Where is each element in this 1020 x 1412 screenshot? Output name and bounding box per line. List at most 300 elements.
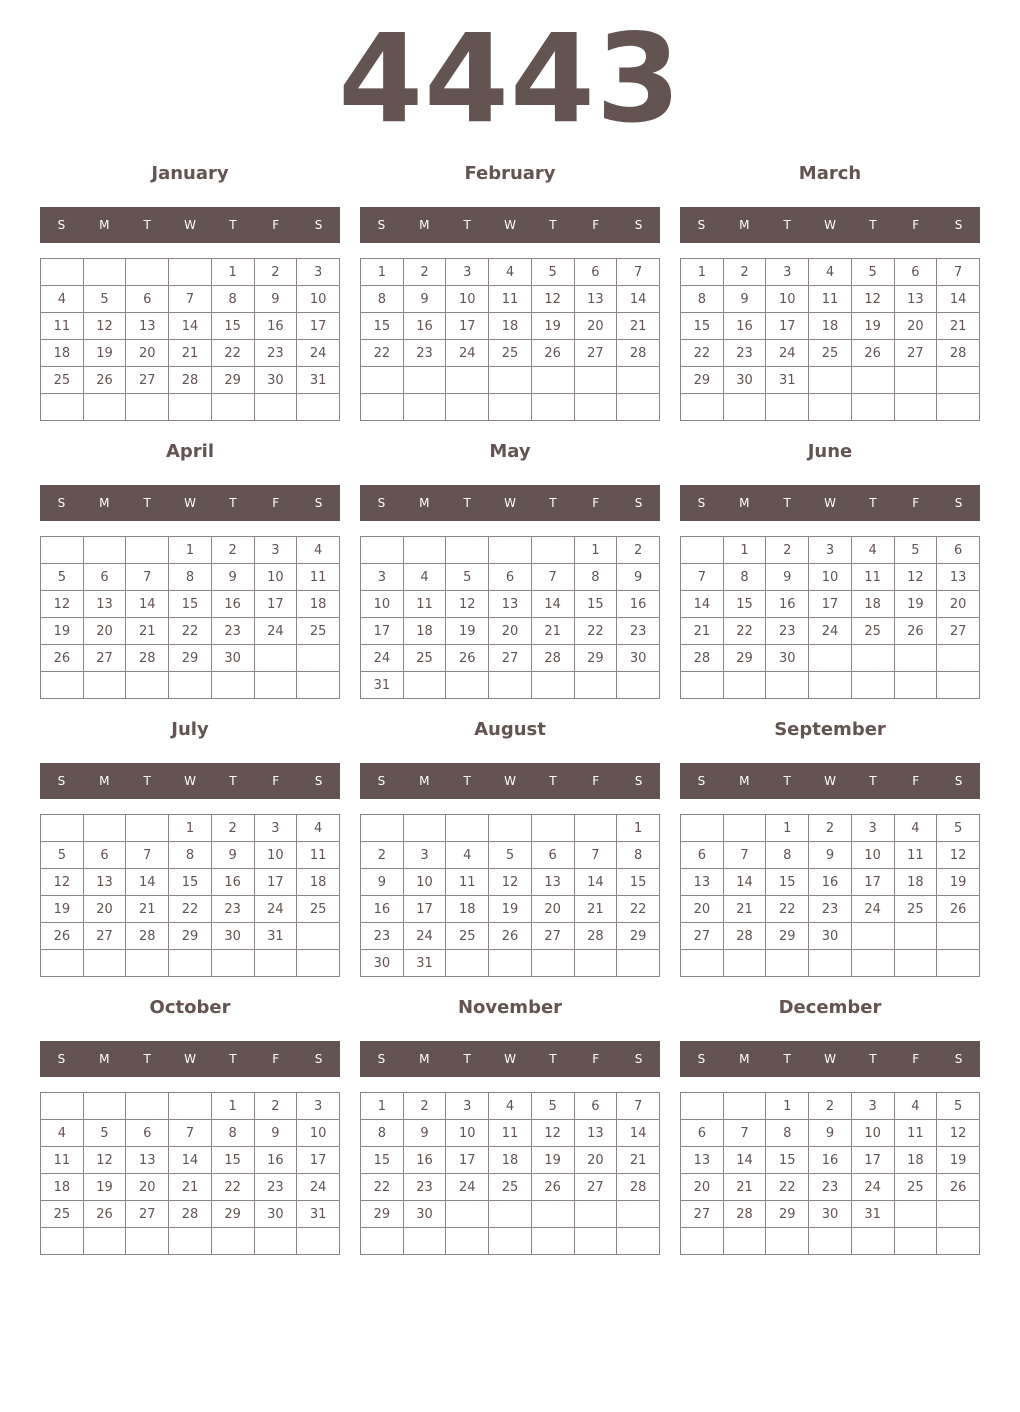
- day-cell: 23: [254, 1174, 297, 1201]
- week-row: [681, 1147, 980, 1174]
- week-row: [41, 950, 340, 977]
- week-row: [41, 842, 340, 869]
- day-cell: 26: [41, 923, 84, 950]
- week-row: [681, 564, 980, 591]
- day-cell: 24: [851, 896, 894, 923]
- day-cell: 12: [83, 1147, 126, 1174]
- week-row: [41, 591, 340, 618]
- day-cell: 24: [809, 618, 852, 645]
- day-cell: 22: [169, 896, 212, 923]
- day-cell: [211, 1228, 254, 1255]
- weekday-label: M: [99, 496, 110, 510]
- day-cell: 27: [83, 645, 126, 672]
- day-cell: [446, 1228, 489, 1255]
- day-cell: [403, 672, 446, 699]
- day-cell: 9: [403, 286, 446, 313]
- day-cell: [41, 394, 84, 421]
- day-cell: 7: [617, 259, 660, 286]
- day-cell: [531, 367, 574, 394]
- weekday-label: M: [739, 774, 750, 788]
- weekday-header: [40, 1041, 340, 1077]
- weekday-label: T: [229, 496, 237, 510]
- day-cell: [894, 394, 937, 421]
- week-row: [361, 815, 660, 842]
- day-cell: [489, 394, 532, 421]
- day-cell: [531, 1201, 574, 1228]
- day-cell: 7: [681, 564, 724, 591]
- day-cell: 27: [574, 340, 617, 367]
- day-cell: [851, 645, 894, 672]
- day-cell: 3: [851, 815, 894, 842]
- day-cell: 11: [489, 286, 532, 313]
- day-cell: 8: [766, 842, 809, 869]
- day-cell: [766, 950, 809, 977]
- day-cell: 2: [254, 1093, 297, 1120]
- day-cell: 11: [446, 869, 489, 896]
- day-cell: 5: [531, 259, 574, 286]
- day-cell: 12: [894, 564, 937, 591]
- day-cell: 18: [297, 591, 340, 618]
- day-cell: 3: [766, 259, 809, 286]
- day-cell: 6: [937, 537, 980, 564]
- day-cell: 17: [297, 1147, 340, 1174]
- day-cell: [254, 645, 297, 672]
- weekday-label: S: [314, 218, 323, 232]
- day-cell: 26: [83, 1201, 126, 1228]
- week-row: [41, 672, 340, 699]
- day-cell: 1: [211, 1093, 254, 1120]
- day-cell: 29: [361, 1201, 404, 1228]
- week-row: [361, 645, 660, 672]
- day-cell: 30: [403, 1201, 446, 1228]
- day-cell: [83, 1228, 126, 1255]
- day-cell: 21: [617, 1147, 660, 1174]
- day-cell: 30: [617, 645, 660, 672]
- day-cell: [489, 672, 532, 699]
- day-cell: 5: [937, 1093, 980, 1120]
- day-cell: 11: [851, 564, 894, 591]
- day-cell: 29: [617, 923, 660, 950]
- day-cell: 6: [126, 286, 169, 313]
- day-cell: 14: [126, 869, 169, 896]
- day-cell: 16: [403, 1147, 446, 1174]
- day-cell: [297, 672, 340, 699]
- day-cell: [83, 537, 126, 564]
- day-cell: 22: [211, 340, 254, 367]
- day-cell: 19: [937, 1147, 980, 1174]
- weekday-label: W: [504, 774, 516, 788]
- day-cell: 9: [617, 564, 660, 591]
- day-cell: 3: [297, 259, 340, 286]
- weekday-label: S: [954, 1052, 963, 1066]
- day-cell: [766, 394, 809, 421]
- day-cell: 22: [169, 618, 212, 645]
- day-cell: 23: [403, 1174, 446, 1201]
- day-cell: 11: [809, 286, 852, 313]
- day-cell: 25: [894, 1174, 937, 1201]
- week-row: [361, 869, 660, 896]
- day-cell: 7: [169, 286, 212, 313]
- day-cell: [297, 394, 340, 421]
- day-cell: 31: [851, 1201, 894, 1228]
- weekday-label: M: [99, 774, 110, 788]
- day-cell: [403, 394, 446, 421]
- day-cell: 24: [446, 340, 489, 367]
- day-cell: [937, 950, 980, 977]
- weekday-label: F: [912, 1052, 920, 1066]
- day-cell: [126, 815, 169, 842]
- day-cell: [617, 367, 660, 394]
- day-cell: 19: [937, 869, 980, 896]
- day-cell: [41, 1228, 84, 1255]
- week-row: [361, 591, 660, 618]
- day-grid: [40, 1092, 340, 1255]
- day-cell: 13: [83, 591, 126, 618]
- day-cell: 20: [937, 591, 980, 618]
- weekday-label: T: [869, 1052, 877, 1066]
- day-cell: 22: [361, 1174, 404, 1201]
- day-cell: 4: [41, 286, 84, 313]
- day-cell: 10: [446, 1120, 489, 1147]
- day-cell: 7: [126, 842, 169, 869]
- day-cell: [41, 537, 84, 564]
- day-cell: [894, 672, 937, 699]
- day-cell: 25: [446, 923, 489, 950]
- day-cell: 14: [681, 591, 724, 618]
- week-row: [41, 286, 340, 313]
- day-cell: 9: [254, 286, 297, 313]
- day-grid: [360, 814, 660, 977]
- weekday-label: F: [592, 1052, 600, 1066]
- day-cell: 10: [809, 564, 852, 591]
- day-grid: [40, 814, 340, 977]
- day-cell: [83, 815, 126, 842]
- day-cell: [83, 1093, 126, 1120]
- day-cell: [531, 672, 574, 699]
- week-row: [361, 564, 660, 591]
- day-cell: 11: [41, 1147, 84, 1174]
- day-cell: 15: [169, 869, 212, 896]
- day-cell: 8: [211, 1120, 254, 1147]
- week-row: [681, 286, 980, 313]
- day-cell: 1: [169, 815, 212, 842]
- weekday-label: W: [824, 1052, 836, 1066]
- weekday-label: S: [57, 774, 66, 788]
- month-name: August: [474, 719, 546, 740]
- day-cell: 7: [617, 1093, 660, 1120]
- day-cell: [723, 815, 766, 842]
- day-cell: [489, 1201, 532, 1228]
- day-cell: 4: [297, 815, 340, 842]
- day-cell: [489, 537, 532, 564]
- day-cell: 4: [489, 259, 532, 286]
- day-cell: 26: [937, 1174, 980, 1201]
- day-cell: 26: [531, 1174, 574, 1201]
- day-cell: 10: [851, 842, 894, 869]
- weekday-header: [360, 763, 660, 799]
- day-cell: [489, 1228, 532, 1255]
- day-cell: [809, 394, 852, 421]
- week-row: [361, 923, 660, 950]
- day-cell: 7: [937, 259, 980, 286]
- week-row: [361, 896, 660, 923]
- week-row: [361, 1174, 660, 1201]
- day-cell: 23: [254, 340, 297, 367]
- day-cell: [254, 394, 297, 421]
- weekday-label: S: [697, 496, 706, 510]
- day-cell: 8: [361, 1120, 404, 1147]
- day-cell: 5: [83, 1120, 126, 1147]
- day-cell: 30: [254, 367, 297, 394]
- day-cell: 17: [254, 869, 297, 896]
- day-cell: 10: [297, 286, 340, 313]
- day-cell: [894, 1228, 937, 1255]
- day-cell: 10: [766, 286, 809, 313]
- day-cell: 13: [126, 1147, 169, 1174]
- weekday-label: T: [229, 774, 237, 788]
- day-cell: 12: [531, 286, 574, 313]
- day-cell: 21: [937, 313, 980, 340]
- day-cell: 14: [617, 286, 660, 313]
- weekday-label: T: [869, 774, 877, 788]
- day-cell: 16: [617, 591, 660, 618]
- week-row: [681, 672, 980, 699]
- day-cell: 20: [83, 618, 126, 645]
- day-cell: [446, 1201, 489, 1228]
- day-cell: 27: [126, 1201, 169, 1228]
- day-cell: 14: [169, 313, 212, 340]
- day-cell: 24: [297, 1174, 340, 1201]
- weekday-label: S: [57, 218, 66, 232]
- day-cell: 2: [766, 537, 809, 564]
- day-cell: 29: [723, 645, 766, 672]
- day-cell: 3: [446, 259, 489, 286]
- day-cell: 24: [851, 1174, 894, 1201]
- day-grid: [360, 536, 660, 699]
- week-row: [41, 340, 340, 367]
- day-cell: 13: [894, 286, 937, 313]
- day-cell: [681, 394, 724, 421]
- day-cell: 19: [41, 896, 84, 923]
- day-cell: 20: [126, 340, 169, 367]
- weekday-label: W: [824, 774, 836, 788]
- week-row: [681, 340, 980, 367]
- day-cell: 9: [809, 1120, 852, 1147]
- day-cell: [617, 394, 660, 421]
- day-cell: [126, 259, 169, 286]
- day-cell: [574, 394, 617, 421]
- day-cell: [937, 1201, 980, 1228]
- day-cell: [531, 537, 574, 564]
- day-cell: [41, 1093, 84, 1120]
- day-cell: 13: [574, 1120, 617, 1147]
- day-cell: 18: [489, 1147, 532, 1174]
- week-row: [41, 394, 340, 421]
- day-cell: [489, 367, 532, 394]
- weekday-header: [360, 1041, 660, 1077]
- day-cell: 16: [211, 591, 254, 618]
- day-cell: 27: [937, 618, 980, 645]
- day-cell: 24: [254, 896, 297, 923]
- day-cell: 30: [254, 1201, 297, 1228]
- week-row: [681, 1174, 980, 1201]
- weekday-label: S: [954, 496, 963, 510]
- weekday-label: W: [824, 496, 836, 510]
- week-row: [681, 367, 980, 394]
- day-cell: 9: [723, 286, 766, 313]
- week-row: [681, 618, 980, 645]
- week-row: [681, 259, 980, 286]
- month-name: April: [165, 441, 215, 462]
- day-cell: 12: [41, 869, 84, 896]
- day-cell: 17: [446, 313, 489, 340]
- day-cell: [723, 394, 766, 421]
- day-cell: [937, 672, 980, 699]
- day-cell: [83, 259, 126, 286]
- week-row: [681, 842, 980, 869]
- weekday-label: S: [377, 218, 386, 232]
- day-cell: 4: [894, 815, 937, 842]
- day-cell: 9: [211, 842, 254, 869]
- weekday-label: F: [272, 1052, 280, 1066]
- week-row: [41, 869, 340, 896]
- day-cell: 11: [894, 1120, 937, 1147]
- weekday-label: T: [229, 218, 237, 232]
- day-cell: [851, 367, 894, 394]
- month-name: July: [171, 719, 209, 740]
- day-cell: 5: [83, 286, 126, 313]
- day-cell: 9: [766, 564, 809, 591]
- day-cell: 19: [446, 618, 489, 645]
- day-cell: 22: [723, 618, 766, 645]
- weekday-label: F: [912, 496, 920, 510]
- weekday-header: [40, 763, 340, 799]
- day-cell: [126, 950, 169, 977]
- day-cell: 29: [169, 645, 212, 672]
- day-cell: 27: [681, 1201, 724, 1228]
- day-cell: 20: [681, 1174, 724, 1201]
- weekday-label: T: [463, 218, 471, 232]
- day-cell: 31: [361, 672, 404, 699]
- day-cell: 30: [361, 950, 404, 977]
- day-cell: [809, 645, 852, 672]
- day-cell: 3: [446, 1093, 489, 1120]
- day-cell: [41, 815, 84, 842]
- day-cell: 21: [126, 896, 169, 923]
- day-grid: [40, 258, 340, 421]
- week-row: [41, 896, 340, 923]
- weekday-label: S: [377, 496, 386, 510]
- day-cell: 29: [574, 645, 617, 672]
- week-row: [361, 313, 660, 340]
- day-cell: 13: [574, 286, 617, 313]
- week-row: [361, 1228, 660, 1255]
- year-title: 4443: [338, 8, 682, 150]
- day-cell: 26: [894, 618, 937, 645]
- weekday-label: F: [592, 774, 600, 788]
- day-cell: 27: [574, 1174, 617, 1201]
- day-cell: 16: [809, 869, 852, 896]
- day-cell: 22: [681, 340, 724, 367]
- week-row: [361, 672, 660, 699]
- day-cell: [937, 394, 980, 421]
- day-cell: [681, 1228, 724, 1255]
- weekday-label: M: [419, 774, 430, 788]
- day-cell: [83, 672, 126, 699]
- week-row: [41, 1120, 340, 1147]
- weekday-label: M: [419, 218, 430, 232]
- day-cell: 18: [809, 313, 852, 340]
- month-name: November: [457, 997, 563, 1018]
- day-cell: 2: [403, 1093, 446, 1120]
- weekday-label: S: [634, 774, 643, 788]
- weekday-label: S: [314, 774, 323, 788]
- day-cell: 11: [403, 591, 446, 618]
- day-cell: 31: [297, 1201, 340, 1228]
- day-cell: 19: [83, 1174, 126, 1201]
- weekday-label: T: [229, 1052, 237, 1066]
- day-cell: 4: [297, 537, 340, 564]
- day-cell: 28: [681, 645, 724, 672]
- day-cell: 16: [723, 313, 766, 340]
- day-cell: 27: [681, 923, 724, 950]
- day-cell: [169, 950, 212, 977]
- day-cell: 8: [169, 564, 212, 591]
- day-cell: 9: [211, 564, 254, 591]
- day-cell: 13: [681, 869, 724, 896]
- day-cell: 15: [723, 591, 766, 618]
- day-cell: 17: [403, 896, 446, 923]
- week-row: [681, 1201, 980, 1228]
- day-cell: 17: [446, 1147, 489, 1174]
- weekday-label: F: [272, 496, 280, 510]
- day-cell: 16: [403, 313, 446, 340]
- day-cell: 4: [489, 1093, 532, 1120]
- day-cell: [126, 672, 169, 699]
- week-row: [681, 923, 980, 950]
- day-cell: 18: [489, 313, 532, 340]
- week-row: [681, 313, 980, 340]
- day-cell: 26: [41, 645, 84, 672]
- day-cell: [851, 923, 894, 950]
- week-row: [361, 340, 660, 367]
- day-cell: 21: [723, 1174, 766, 1201]
- day-cell: 22: [766, 896, 809, 923]
- week-row: [41, 1147, 340, 1174]
- day-cell: 29: [766, 923, 809, 950]
- day-cell: [681, 537, 724, 564]
- day-cell: 2: [211, 815, 254, 842]
- day-cell: 20: [83, 896, 126, 923]
- day-cell: [894, 923, 937, 950]
- day-cell: [126, 394, 169, 421]
- day-cell: [169, 259, 212, 286]
- day-cell: 28: [723, 923, 766, 950]
- weekday-header: [680, 207, 980, 243]
- day-cell: 14: [574, 869, 617, 896]
- day-cell: 24: [766, 340, 809, 367]
- week-row: [361, 1147, 660, 1174]
- day-cell: 13: [489, 591, 532, 618]
- day-cell: 25: [894, 896, 937, 923]
- week-row: [361, 367, 660, 394]
- day-cell: 9: [361, 869, 404, 896]
- day-cell: 28: [937, 340, 980, 367]
- day-cell: 28: [126, 645, 169, 672]
- day-cell: [894, 1201, 937, 1228]
- day-cell: [297, 950, 340, 977]
- month-name: December: [778, 997, 882, 1018]
